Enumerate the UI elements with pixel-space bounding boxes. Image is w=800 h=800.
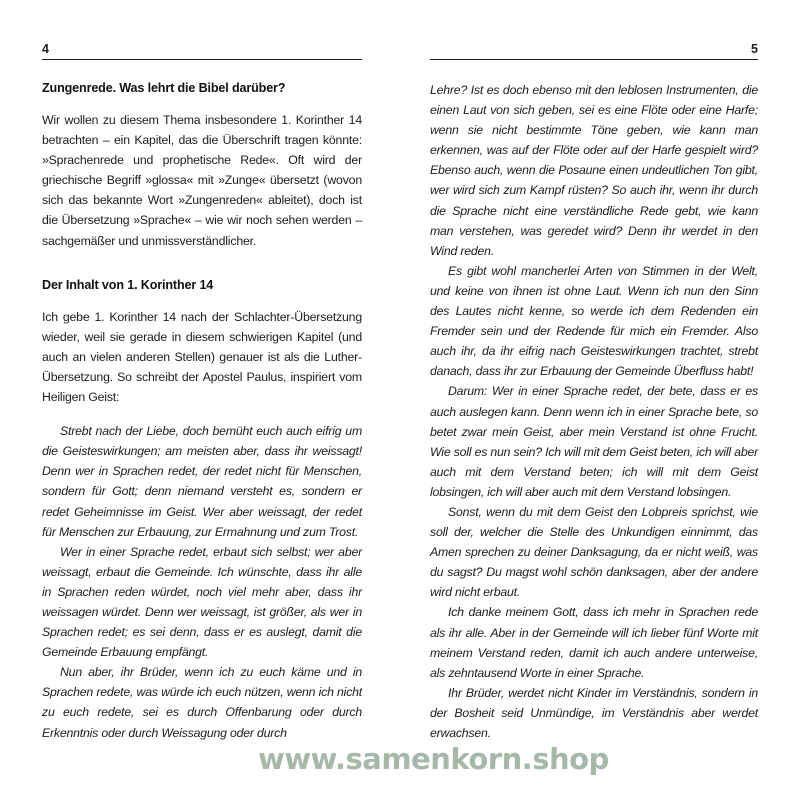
scripture-paragraph: Ich danke meinem Gott, dass ich mehr in Sprachen rede als ihr alle. Aber in der Gemeinde will ich lieber fünf Worte mit meinem Verstand reden, damit ich auch andere unterweise, als zehntausend Worte in einer Sprache. (430, 605, 758, 680)
right-head-rule (430, 59, 758, 60)
scripture-paragraph: Nun aber, ihr Brüder, wenn ich zu euch käme und in Sprachen redete, was würde ich euch nützen, wenn ich nicht zu euch redete, sei es durch Offenbarung oder durch Erkenntnis oder durch Weissagung oder durch (42, 665, 362, 740)
paragraph-intro: Wir wollen zu diesem Thema insbesondere 1. Korinther 14 betrachten – ein Kapitel, das die Überschrift tragen könnte: »Sprachenrede und prophetische Rede«. Oft wird der griechische Begriff »glossa« mit »Zunge« übersetzt (wovon sich das bekannte Wort »Zungenreden« ableitet), doch ist die Übersetzung »Sprache« – wie wir noch sehen werden – sachgemäßer und unmissverständlicher. (42, 113, 362, 248)
left-page-body (42, 80, 362, 743)
watermark: www.samenkorn.shop (257, 742, 610, 776)
scripture-paragraph: Wer in einer Sprache redet, erbaut sich selbst; wer aber weissagt, erbaut die Gemeinde. Ich wünschte, dass ihr alle in Sprachen reden würdet, noch viel mehr aber, dass ihr weissagen würdet. Denn wer weissagt, ist größer, als wer in Sprachen redet; es sei denn, dass er es auslegt, damit die Gemeinde Erbauung empfängt. (42, 544, 362, 660)
scripture-paragraph: Lehre? Ist es doch ebenso mit den leblosen Instrumenten, die einen Laut von sich geben, sei es eine Flöte oder eine Harfe; wenn sie nicht bestimmte Töne geben, wie kann man erkennen, was auf der Flöte oder auf der Harfe gespielt wird? Ebenso auch, wenn die Posaune einen undeutlichen Ton gibt, wer wird sich zum Kampf rüsten? So auch ihr, wenn ihr durch die Sprache nicht eine verständliche Rede gebt, wie kann man verstehen, was geredet wird? Denn ihr werdet in den Wind reden. (430, 83, 758, 258)
section-heading-contents: Der Inhalt von 1. Korinther 14 (42, 277, 214, 292)
scripture-paragraph: Strebt nach der Liebe, doch bemüht euch auch eifrig um die Geisteswirkungen; am meisten aber, dass ihr weissagt! Denn wer in Sprachen redet, der redet nicht für Menschen, sondern für Gott; denn niemand versteht es, sondern er redet Geheimnisse im Geist. Wer aber weissagt, der redet für Menschen zur Erbauung, zur Ermahnung und zum Trost. (42, 424, 362, 539)
right-page-number: 5 (751, 42, 758, 56)
page-title: Zungenrede. Was lehrt die Bibel darüber? (42, 81, 286, 95)
right-page-body (430, 80, 758, 743)
scripture-paragraph: Ihr Brüder, werdet nicht Kinder im Verständnis, sondern in der Bosheit seid Unmündige, im Verständnis aber werdet erwachsen. (430, 685, 758, 740)
scripture-paragraph: Sonst, wenn du mit dem Geist den Lobpreis sprichst, wie soll der, welcher die Stelle des Unkundigen einnimmt, das Amen sprechen zu deiner Danksagung, da er nicht weiß, was du sagst? Du magst wohl schön danksagen, aber der andere wird nicht erbaut. (430, 504, 758, 600)
left-running-head (42, 42, 362, 66)
scripture-paragraph: Es gibt wohl mancherlei Arten von Stimmen in der Welt, und keine von ihnen ist ohne Laut. Wenn ich nun den Sinn des Lautes nicht kenne, so werde ich dem Redenden ein Fremder sein und der Redende für mich ein Fremder. Also auch ihr, da ihr eifrig nach Geisteswirkungen trachtet, strebt danach, dass ihr zur Erbauung der Gemeinde Überfluss habt! (430, 263, 758, 379)
scripture-paragraph: Darum: Wer in einer Sprache redet, der bete, dass er es auch auslegen kann. Denn wenn ich in einer Sprache bete, so betet zwar mein Geist, aber mein Verstand ist ohne Frucht. Wie soll es nun sein? Ich will mit dem Geist beten, ich will aber auch mit dem Verstand beten; ich will mit dem Geist lobsingen, ich will aber auch mit dem Verstand lobsingen. (430, 384, 758, 499)
paragraph-translation-note: Ich gebe 1. Korinther 14 nach der Schlachter-Übersetzung wieder, weil sie gerade in diesem schwierigen Kapitel (und auch an vielen anderen Stellen) genauer ist als die Luther-Übersetzung. So schreibt der Apostel Paulus, inspiriert vom Heiligen Geist: (42, 309, 362, 405)
right-page (400, 0, 800, 800)
left-head-rule (42, 59, 362, 60)
right-running-head (430, 42, 758, 66)
left-page-number: 4 (42, 42, 49, 56)
